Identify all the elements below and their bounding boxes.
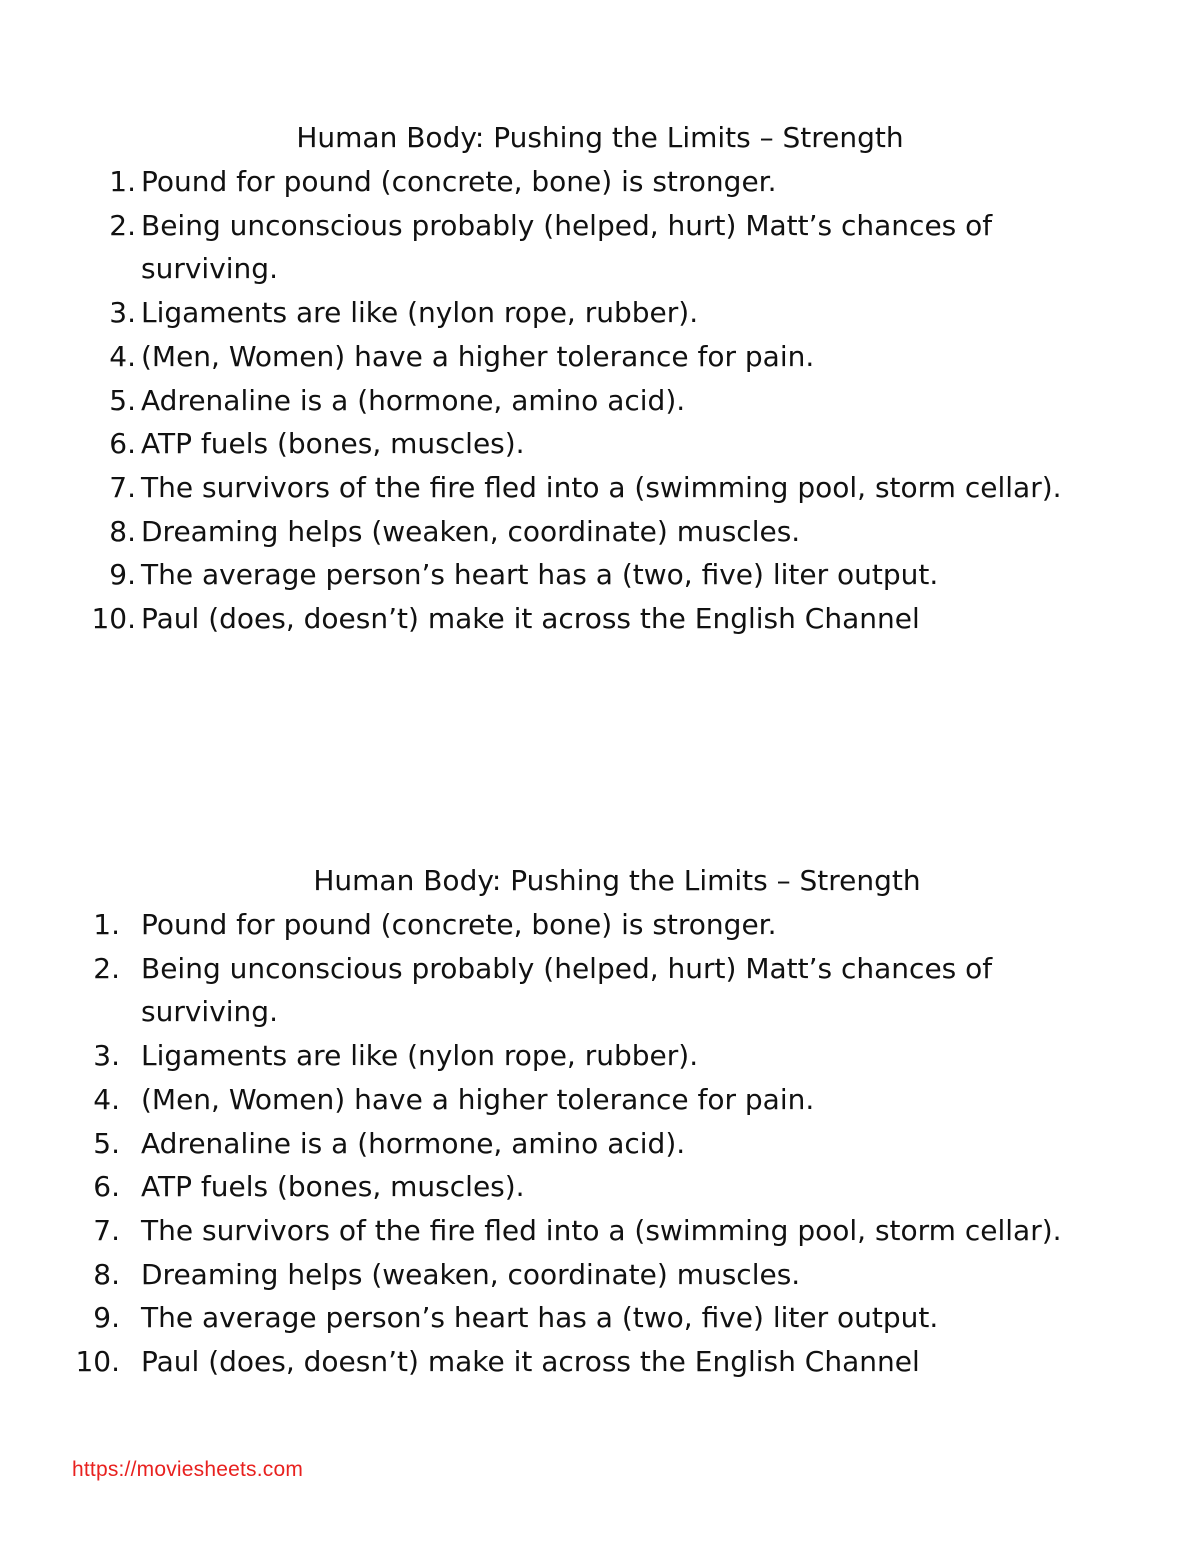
question-item [0,1034,1200,1078]
question-number: 5. [93,1126,120,1160]
question-text: Paul (does, doesn’t) make it across the English Channel [141,1345,920,1379]
question-text: The average person’s heart has a (two, five) liter output. [141,1301,939,1335]
question-number: 3. [109,296,136,330]
question-text: ATP fuels (bones, muscles). [141,427,525,461]
question-item [0,903,1200,947]
worksheet-2 [0,861,1200,1384]
question-number: 1. [109,165,136,198]
question-number: 1. [93,908,120,941]
question-text: (Men, Women) have a higher tolerance for pain. [141,339,815,373]
question-number: 3. [93,1039,120,1073]
question-item [0,947,1200,1034]
question-number: 4. [109,339,136,373]
question-number: 8. [109,514,136,548]
question-text: Adrenaline is a (hormone, amino acid). [141,383,686,417]
question-number: 8. [93,1257,120,1291]
question-item [0,1296,1200,1340]
question-number: 7. [109,470,136,504]
question-item [0,1122,1200,1166]
question-text: Pound for pound (concrete, bone) is stronger. [141,165,777,198]
question-item [0,291,1200,335]
question-item [0,510,1200,554]
question-number: 7. [93,1213,120,1247]
question-item [0,553,1200,597]
question-text: Ligaments are like (nylon rope, rubber). [141,1039,699,1073]
question-text: ATP fuels (bones, muscles). [141,1170,525,1204]
worksheet-title: Human Body: Pushing the Limits – Strength [296,121,904,154]
question-item [0,1340,1200,1384]
question-item [0,422,1200,466]
question-text: Dreaming helps (weaken, coordinate) muscles. [141,514,801,548]
question-number: 10. [75,1345,120,1379]
question-number: 5. [109,383,136,417]
question-text: Being unconscious probably (helped, hurt) Matt’s chances of surviving. [141,951,993,1029]
question-item [0,379,1200,423]
question-text: The average person’s heart has a (two, five) liter output. [141,558,939,592]
question-text: Being unconscious probably (helped, hurt) Matt’s chances of surviving. [141,208,993,286]
question-text: The survivors of the fire fled into a (swimming pool, storm cellar). [141,1213,1062,1247]
question-number: 10. [91,602,136,636]
worksheet-1 [0,118,1200,641]
question-item [0,335,1200,379]
question-number: 6. [93,1170,120,1204]
question-item [0,1165,1200,1209]
question-text: (Men, Women) have a higher tolerance for pain. [141,1082,815,1116]
question-item [0,1253,1200,1297]
question-item [0,1209,1200,1253]
source-link[interactable]: https://moviesheets.com [72,1458,304,1481]
question-item [0,1078,1200,1122]
question-text: The survivors of the fire fled into a (swimming pool, storm cellar). [141,470,1062,504]
question-item [0,160,1200,204]
question-item [0,204,1200,291]
question-text: Paul (does, doesn’t) make it across the English Channel [141,602,920,636]
question-item [0,597,1200,641]
worksheet-title: Human Body: Pushing the Limits – Strength [313,864,921,897]
question-text: Adrenaline is a (hormone, amino acid). [141,1126,686,1160]
question-number: 4. [93,1082,120,1116]
question-number: 2. [93,951,120,985]
question-text: Ligaments are like (nylon rope, rubber). [141,296,699,330]
question-number: 6. [109,427,136,461]
question-list [0,160,1200,641]
question-number: 9. [109,558,136,592]
question-list [0,903,1200,1384]
question-number: 9. [93,1301,120,1335]
question-number: 2. [109,208,136,242]
question-item [0,466,1200,510]
question-text: Dreaming helps (weaken, coordinate) muscles. [141,1257,801,1291]
question-text: Pound for pound (concrete, bone) is stronger. [141,908,777,941]
